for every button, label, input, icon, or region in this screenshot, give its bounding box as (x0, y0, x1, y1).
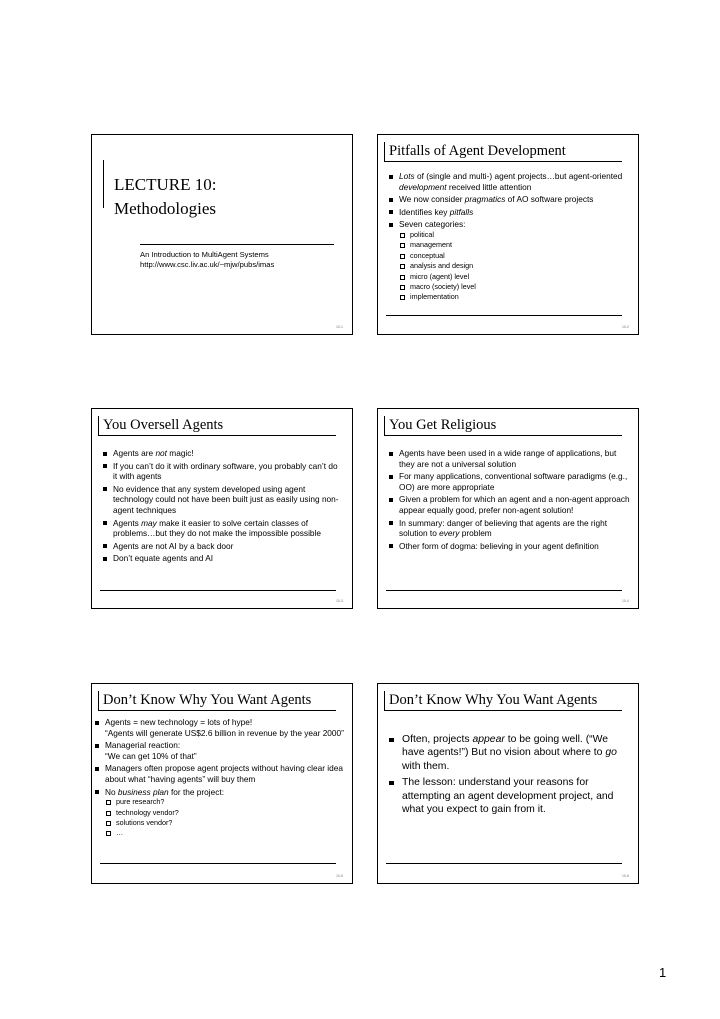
sub-bullet: implementation (399, 292, 630, 302)
bullet: The lesson: understand your reasons for attempting an agent development project, and what you expect to gain from it. (389, 776, 630, 816)
sub-bullet: macro (society) level (399, 282, 630, 292)
sub-bullet: conceptual (399, 251, 630, 261)
bullet: If you can’t do it with ordinary software, you probably can’t do it with agents (103, 461, 344, 482)
slide-1 (91, 134, 353, 335)
slide-title: You Oversell Agents (103, 417, 224, 433)
bullet: Agents have been used in a wide range of applications, but they are not a universal solution (389, 448, 630, 469)
course-info: An Introduction to MultiAgent Systems http://www.csc.liv.ac.uk/~mjw/pubs/imas (140, 250, 275, 269)
bullet: We now consider pragmatics of AO software projects (389, 194, 630, 205)
bullet: Identifies key pitfalls (389, 207, 630, 218)
bullet: No evidence that any system developed using agent technology could not have been built just as easily using non-agent techniques (103, 484, 344, 516)
sub-bullet: technology vendor? (105, 808, 344, 818)
slide-number: 10-3 (335, 599, 343, 603)
slide-title: You Get Religious (389, 417, 497, 433)
sub-bullet: solutions vendor? (105, 818, 344, 828)
slide-number: 10-6 (621, 874, 629, 878)
slide-4 (377, 408, 639, 609)
bullet: Agents are not AI by a back door (103, 541, 344, 552)
bullet: Lots of (single and multi-) agent projects…but agent-oriented development received little attention (389, 171, 630, 192)
slide-content (389, 171, 630, 303)
sub-bullet: pure research? (105, 797, 344, 807)
slide-content (95, 717, 344, 839)
bullet: Agents may make it easier to solve certain classes of problems…but they do not make the impossible possible (103, 518, 344, 539)
page-number: 1 (659, 965, 667, 980)
slide-5 (91, 683, 353, 884)
bullet: Often, projects appear to be going well. (“We have agents!”) But no vision about where to go with them. (389, 733, 630, 773)
bullet: For many applications, conventional software paradigms (e.g., OO) are more appropriate (389, 471, 630, 492)
bullet: Given a problem for which an agent and a non-agent approach appear equally good, prefer non-agent solution! (389, 494, 630, 515)
slide-title: Don’t Know Why You Want Agents (389, 692, 598, 708)
sub-bullet: micro (agent) level (399, 272, 630, 282)
bullet: No business plan for the project: pure research? technology vendor? solutions vendor? … (95, 787, 344, 839)
slide-title: Don’t Know Why You Want Agents (103, 692, 312, 708)
bullet: Don’t equate agents and AI (103, 553, 344, 564)
slide-6 (377, 683, 639, 884)
bullet: In summary: danger of believing that agents are the right solution to every problem (389, 518, 630, 539)
sub-bullet: political (399, 230, 630, 240)
course-rule (140, 244, 334, 245)
sub-bullet: … (105, 828, 344, 838)
bullet: Other form of dogma: believing in your agent definition (389, 541, 630, 552)
bullet: Managerial reaction: “We can get 10% of that” (95, 740, 344, 761)
slide-number: 10-2 (621, 325, 629, 329)
slide-content (389, 733, 630, 819)
lecture-title: LECTURE 10: Methodologies (114, 175, 217, 218)
slide-number: 10-1 (335, 325, 343, 329)
slide-2 (377, 134, 639, 335)
bullet: Managers often propose agent projects without having clear idea about what “having agents” will buy them (95, 763, 344, 784)
slide-title: Pitfalls of Agent Development (389, 143, 566, 159)
bullet: Agents are not magic! (103, 448, 344, 459)
slide-content (389, 448, 630, 553)
slide-3 (91, 408, 353, 609)
slide-number: 10-5 (335, 874, 343, 878)
bullet: Agents = new technology = lots of hype! “Agents will generate US$2.6 billion in revenue by the year 2000” (95, 717, 344, 738)
sub-bullet: analysis and design (399, 261, 630, 271)
sub-bullet: management (399, 240, 630, 250)
title-rule (103, 160, 104, 208)
slide-content (103, 448, 344, 566)
slide-number: 10-4 (621, 599, 629, 603)
bullet: Seven categories: political management conceptual analysis and design micro (agent) level macro (society) level implementation (389, 219, 630, 302)
